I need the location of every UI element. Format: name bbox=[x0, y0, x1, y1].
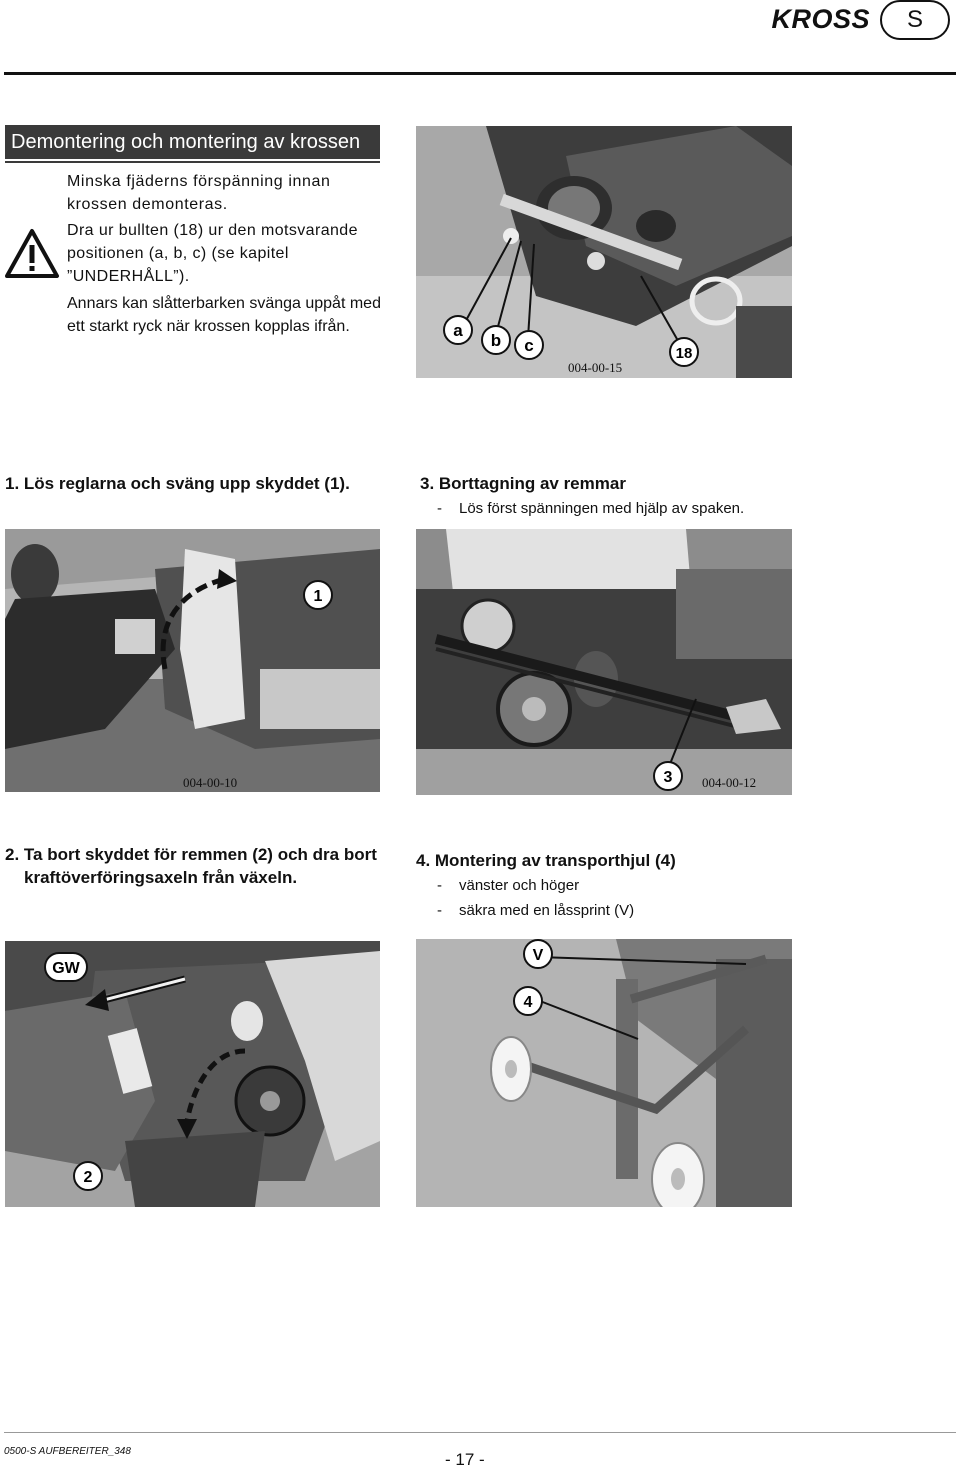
photo-step2-beltguard bbox=[5, 941, 380, 1207]
label-v bbox=[524, 940, 552, 968]
footer-divider bbox=[4, 1432, 956, 1433]
svg-text:c: c bbox=[524, 336, 534, 355]
label-c bbox=[515, 331, 543, 359]
label-3 bbox=[654, 762, 682, 790]
svg-text:2: 2 bbox=[83, 1169, 93, 1186]
step2-title-line1: 2. Ta bort skyddet för remmen (2) och dra bort bbox=[5, 845, 377, 864]
svg-text:1: 1 bbox=[313, 588, 323, 605]
warning-paragraph-3: Annars kan slåtterbarken svänga uppåt med ett starkt ryck när krossen kopplas ifrån. bbox=[67, 295, 381, 335]
label-18 bbox=[670, 338, 698, 366]
photo-step1-guard bbox=[5, 529, 380, 792]
section-underline bbox=[5, 161, 380, 163]
svg-text:GW: GW bbox=[52, 960, 80, 977]
svg-text:18: 18 bbox=[675, 345, 693, 362]
label-gw bbox=[45, 953, 87, 981]
header-title: KROSS bbox=[771, 4, 870, 34]
svg-text:V: V bbox=[532, 947, 544, 964]
language-badge: S bbox=[880, 0, 950, 40]
label-b bbox=[482, 326, 510, 354]
svg-text:b: b bbox=[490, 331, 502, 350]
label-2 bbox=[74, 1162, 102, 1190]
step4-item-2: - säkra med en låssprint (V) bbox=[437, 902, 635, 919]
label-4 bbox=[514, 987, 542, 1015]
page-number: - 17 - bbox=[445, 1450, 485, 1469]
header-divider bbox=[4, 72, 956, 75]
step1-title: 1. Lös reglarna och sväng upp skyddet (1). bbox=[5, 474, 350, 493]
svg-text:4: 4 bbox=[523, 994, 533, 1011]
photo-bolt-positions bbox=[416, 126, 792, 378]
photo-step4-transport-wheels bbox=[416, 939, 792, 1207]
label-a bbox=[444, 316, 472, 344]
svg-text:a: a bbox=[453, 321, 463, 340]
warning-triangle-icon bbox=[4, 228, 60, 285]
step4-title: 4. Montering av transporthjul (4) bbox=[416, 851, 676, 870]
step4-item-1: - vänster och höger bbox=[437, 877, 580, 894]
section-title: Demontering och montering av krossen bbox=[5, 125, 380, 159]
label-1 bbox=[304, 581, 332, 609]
warning-paragraph-1: Minska fjäderns förspänning innan krossen demonteras. bbox=[67, 173, 331, 213]
footer-doc-code: 0500-S AUFBEREITER_348 bbox=[4, 1446, 131, 1457]
step3-title: 3. Borttagning av remmar bbox=[420, 474, 626, 493]
photo-code: 004-00-12 bbox=[702, 775, 757, 790]
photo-code: 004-00-15 bbox=[568, 360, 623, 375]
step2-title-line2: kraftöverföringsaxeln från växeln. bbox=[24, 868, 298, 887]
warning-paragraph-2: Dra ur bullten (18) ur den motsvarande positionen (a, b, c) (se kapitel ”UNDERHÅLL”). bbox=[67, 222, 358, 285]
photo-step3-belts bbox=[416, 529, 792, 795]
svg-text:3: 3 bbox=[663, 769, 673, 786]
photo-code: 004-00-10 bbox=[183, 775, 238, 790]
step3-item: - Lös först spänningen med hjälp av spaken. bbox=[437, 500, 745, 517]
